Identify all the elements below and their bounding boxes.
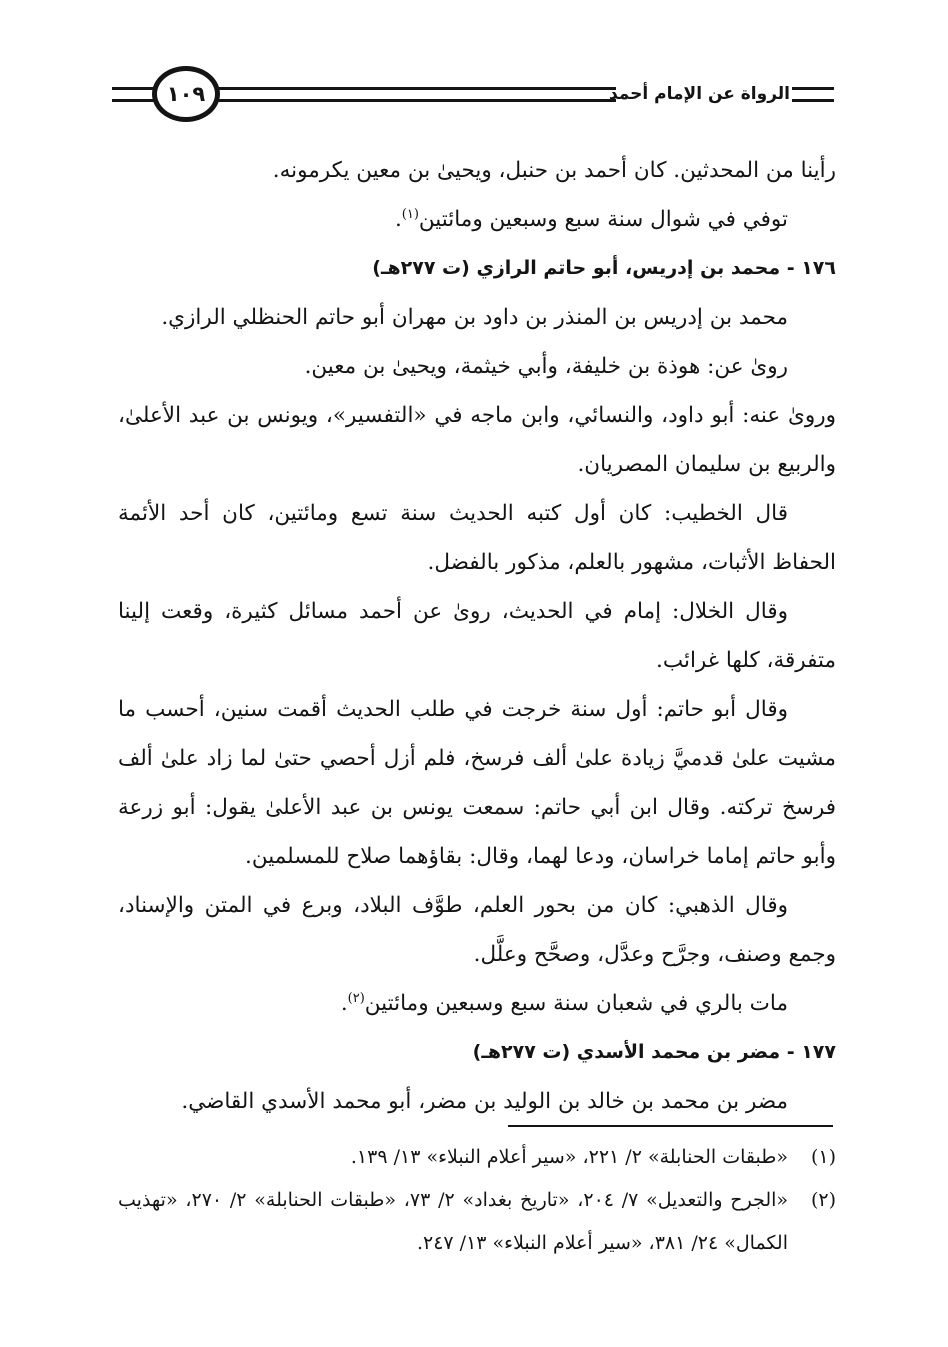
paragraph: وقال الذهبي: كان من بحور العلم، طوَّف البلاد، وبرع في المتن والإسناد، وجمع وصنف، وجرَّح وعدَّل، وصحَّح وعلَّل. (118, 893, 836, 967)
paragraph (118, 195, 836, 244)
footnote-text: «الجرح والتعديل» ٧/ ٢٠٤، «تاريخ بغداد» ٢/ ٧٣، «طبقات الحنابلة» ٢/ ٢٧٠، «تهذيب الكمال» ٢٤/ ٣٨١، «سير أعلام النبلاء» ١٣/ ٢٤٧. (118, 1189, 789, 1254)
header-rule (792, 87, 834, 90)
paragraph: مضر بن محمد بن خالد بن الوليد بن مضر، أبو محمد الأسدي القاضي. (181, 1089, 788, 1114)
paragraph-text: مات بالري في شعبان سنة سبع وسبعين ومائتين (364, 991, 788, 1016)
paragraph: رأينا من المحدثين. كان أحمد بن حنبل، ويحيىٰ بن معين يكرمونه. (272, 158, 836, 183)
footnote-ref[interactable]: (١) (401, 206, 419, 222)
header-rule (792, 99, 834, 102)
footnote-text: «طبقات الحنابلة» ٢/ ٢٢١، «سير أعلام النبلاء» ١٣/ ١٣٩. (350, 1146, 788, 1168)
paragraph-text: توفي في شوال سنة سبع وسبعين ومائتين (418, 207, 788, 232)
page-number: ١٠٩ (152, 66, 220, 122)
paragraph (118, 979, 836, 1028)
paragraph: وروىٰ عنه: أبو داود، والنسائي، وابن ماجه في «التفسير»، ويونس بن عبد الأعلىٰ، والربيع بن سليمان المصريان. (118, 403, 836, 477)
footnote-separator (508, 1125, 833, 1127)
paragraph: روىٰ عن: هوذة بن خليفة، وأبي خيثمة، ويحيىٰ بن معين. (304, 354, 788, 379)
main-text (118, 146, 836, 1126)
entry-heading-177: ١٧٧ - مضر بن محمد الأسدي (ت ٢٧٧هـ) (472, 1041, 836, 1063)
entry-heading-176: ١٧٦ - محمد بن إدريس، أبو حاتم الرازي (ت ٢٧٧هـ) (372, 257, 836, 279)
header-rule (216, 87, 616, 90)
page-header (112, 66, 834, 126)
footnote-number: (١) (810, 1146, 836, 1168)
period: . (394, 207, 402, 232)
running-title: الرواة عن الإمام أحمد (608, 84, 790, 104)
paragraph: وقال أبو حاتم: أول سنة خرجت في طلب الحديث أقمت سنين، أحسب ما مشيت علىٰ قدميَّ زيادة علىٰ ألف فرسخ، فلم أزل أحصي حتىٰ لما زاد علىٰ ألف فرسخ تركته. وقال ابن أبي حاتم: سمعت يونس بن عبد الأعلىٰ يقول: أبو زرعة وأبو حاتم إماما خراسان، ودعا لهما، وقال: بقاؤهما صلاح للمسلمين. (118, 697, 836, 869)
footnote (118, 1136, 836, 1179)
footnote-ref[interactable]: (٢) (347, 990, 365, 1006)
paragraph: محمد بن إدريس بن المنذر بن داود بن مهران أبو حاتم الحنظلي الرازي. (161, 305, 788, 330)
paragraph: وقال الخلال: إمام في الحديث، روىٰ عن أحمد مسائل كثيرة، وقعت إلينا متفرقة، كلها غرائب. (118, 599, 836, 673)
footnote-number: (٢) (810, 1189, 836, 1211)
period: . (340, 991, 348, 1016)
footnote (118, 1179, 836, 1265)
footnotes (118, 1136, 836, 1265)
header-rule (216, 99, 616, 102)
paragraph: قال الخطيب: كان أول كتبه الحديث سنة تسع ومائتين، كان أحد الأئمة الحفاظ الأثبات، مشهور بالعلم، مذكور بالفضل. (118, 501, 836, 575)
